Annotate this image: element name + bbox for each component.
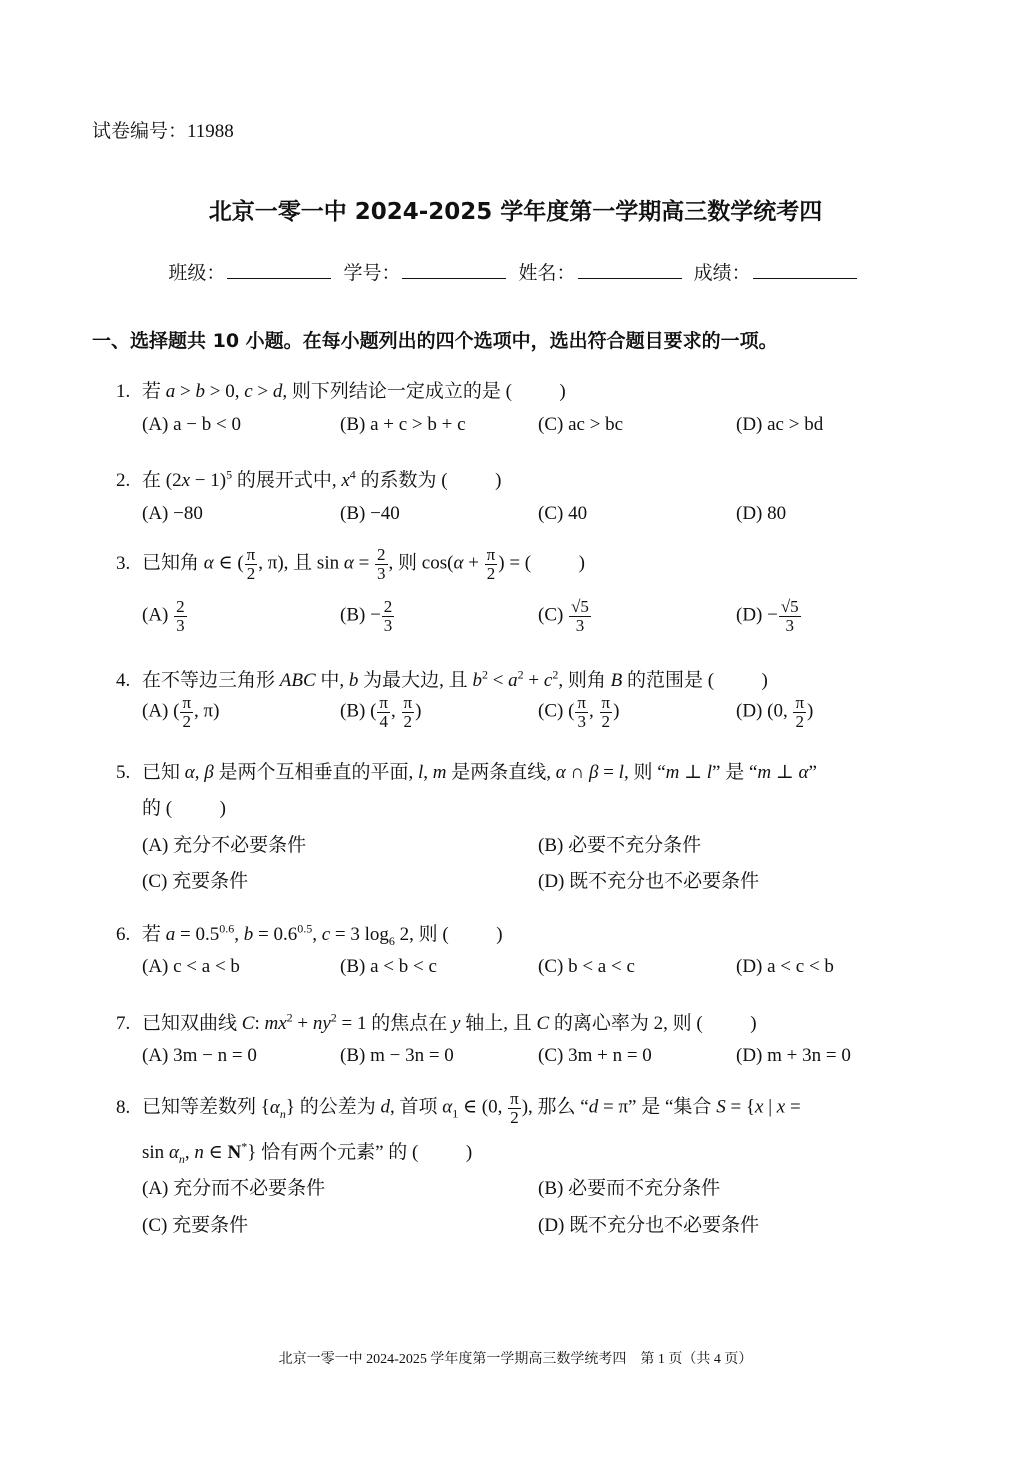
question-3: 3. 已知角 α ∈ ( $\frac{\pi}{2}$ , π), 且 sin α = $\frac{2}{3}$ , 则 cos(α + $\frac{\pi}{2}$ ) = ( ): [116, 545, 585, 583]
q6-option-b: (B) a < b < c: [340, 956, 437, 977]
q6-option-c: (C) b < a < c: [538, 956, 635, 977]
q7-option-d: (D) m + 3n = 0: [736, 1045, 851, 1066]
q6-option-d: (D) a < c < b: [736, 956, 834, 977]
page-title: 北京一零一中 2024-2025 学年度第一学期高三数学统考四: [208, 199, 823, 225]
question-8-line1: 8. 已知等差数列 $\{\alpha_n\}$ 的公差为 d, 首项 $\alpha_1$ ∈ (0, $\frac{\pi}{2}$ ), 那么 “d = π” 是 “集合 S = {x | x =: [116, 1089, 801, 1127]
q8-option-d: (D) 既不充分也不必要条件: [538, 1215, 760, 1236]
q8-option-a: (A) 充分而不必要条件: [142, 1178, 326, 1199]
question-4: 4. 在不等边三角形 ABC 中, b 为最大边, 且 $b^2 < a^2 + c^2$, 则角 B 的范围是 ( ): [116, 667, 768, 691]
q2-option-a: (A) −80: [142, 503, 203, 524]
question-8-line2: $\sin \alpha_n$, n ∈ N*} 恰有两个元素” 的 ( ): [142, 1139, 473, 1166]
q7-option-a: (A) 3m − n = 0: [142, 1045, 257, 1066]
student-id-blank[interactable]: [402, 260, 506, 279]
q2-option-d: (D) 80: [736, 503, 787, 524]
q2-option-c: (C) 40: [538, 503, 588, 524]
q4-option-c: (C) ( $\frac{\pi}{3}$ , $\frac{\pi}{2}$ ): [538, 693, 620, 731]
score-label: 成绩：: [693, 262, 751, 284]
q1-option-c: (C) ac > bc: [538, 414, 624, 435]
q3-option-b: (B) − $\frac{2}{3}$: [340, 597, 393, 635]
q1-option-d: (D) ac > bd: [736, 414, 824, 435]
q3-option-a: (A) $\frac{2}{3}$: [142, 597, 185, 635]
exam-number: 试卷编号：11988: [92, 121, 234, 142]
page-footer: 北京一零一中 2024-2025 学年度第一学期高三数学统考四 第 1 页（共 4 页）: [278, 1352, 753, 1367]
student-id-label: 学号：: [343, 262, 401, 284]
question-7: 7. 已知双曲线 C: $mx^2 + ny^2 = 1$ 的焦点在 y 轴上, 且 C 的离心率为 2, 则 ( ): [116, 1010, 757, 1034]
question-1: 1. 若 a > b > 0, c > d, 则下列结论一定成立的是 ( ): [116, 381, 566, 402]
class-label: 班级：: [168, 262, 226, 284]
score-blank[interactable]: [753, 260, 857, 279]
q4-option-d: (D) (0, $\frac{\pi}{2}$ ): [736, 693, 814, 731]
class-blank[interactable]: [227, 260, 331, 279]
q7-option-c: (C) 3m + n = 0: [538, 1045, 652, 1066]
question-5-line1: 5. 已知 α, β 是两个互相垂直的平面, l, m 是两条直线, α ∩ β = l, 则 “m ⊥ l” 是 “m ⊥ α”: [116, 762, 817, 783]
q6-option-a: (A) c < a < b: [142, 956, 240, 977]
name-label: 姓名：: [518, 262, 576, 284]
q8-option-b: (B) 必要而不充分条件: [538, 1178, 721, 1199]
q1-option-a: (A) a − b < 0: [142, 414, 241, 435]
q7-option-b: (B) m − 3n = 0: [340, 1045, 454, 1066]
section-heading: 一、选择题共 10 小题。在每小题列出的四个选项中，选出符合题目要求的一项。: [92, 330, 778, 352]
q4-option-a: (A) ( $\frac{\pi}{2}$ , π): [142, 693, 220, 731]
q4-option-b: (B) ( $\frac{\pi}{4}$ , $\frac{\pi}{2}$ ): [340, 693, 422, 731]
name-blank[interactable]: [578, 260, 682, 279]
q3-option-c: (C) $\frac{√5}{3}$: [538, 597, 589, 635]
q5-option-b: (B) 必要不充分条件: [538, 835, 702, 856]
q5-option-d: (D) 既不充分也不必要条件: [538, 871, 760, 892]
question-2: 2. 在 $(2x - 1)^5$ 的展开式中, $x^4$ 的系数为 ( ): [116, 467, 502, 491]
question-5-line2: 的 ( ): [142, 798, 226, 819]
q3-option-d: (D) − $\frac{√5}{3}$: [736, 597, 799, 635]
q2-option-b: (B) −40: [340, 503, 400, 524]
q1-option-b: (B) a + c > b + c: [340, 414, 466, 435]
question-6: 6. 若 $a = 0.5^{0.6}$, $b = 0.6^{0.5}$, c = 3 $\log_6 2$, 则 ( ): [116, 921, 503, 948]
q8-option-c: (C) 充要条件: [142, 1215, 249, 1236]
student-info-row: [0, 258, 1031, 285]
q5-option-c: (C) 充要条件: [142, 871, 249, 892]
q5-option-a: (A) 充分不必要条件: [142, 835, 307, 856]
